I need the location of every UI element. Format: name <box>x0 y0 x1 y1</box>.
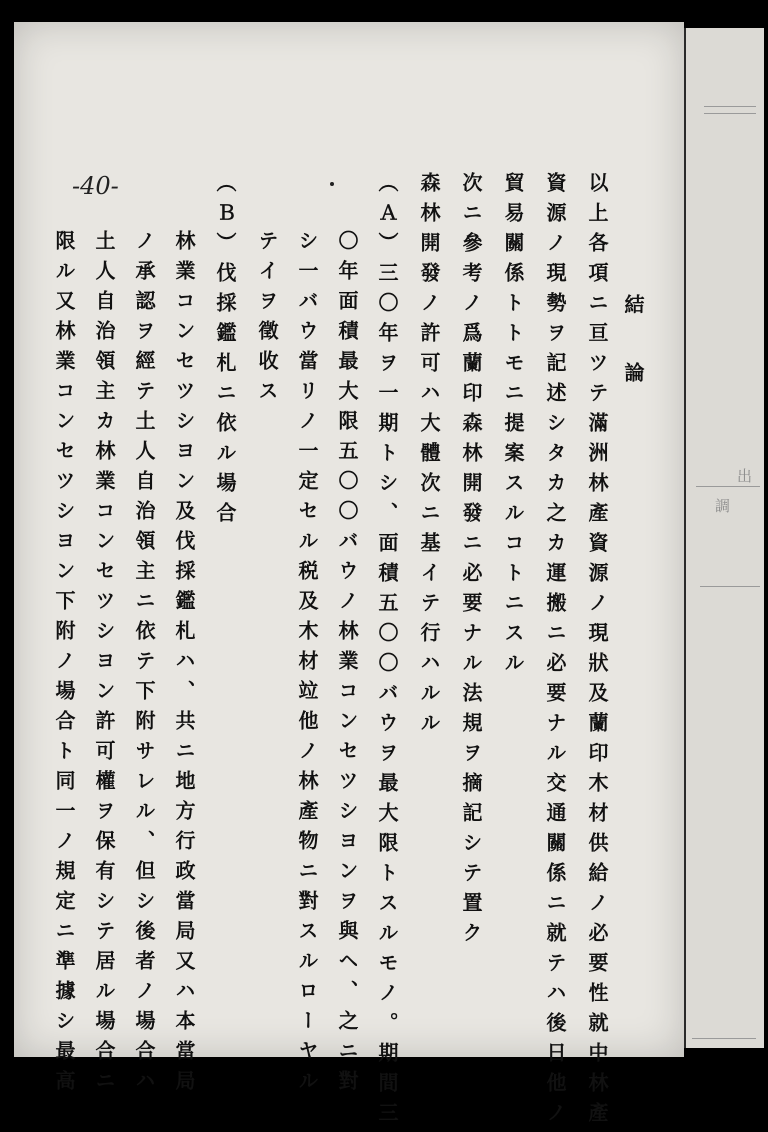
text-column-14: 限ル又林業コンセツシヨン下附ノ場合ト同一ノ規定ニ準據シ最高 <box>52 230 76 1100</box>
page-number: -40- <box>72 172 119 200</box>
strip-rule <box>704 113 756 114</box>
text-column-4: 次ニ參考ノ爲蘭印森林開發ニ必要ナル法規ヲ摘記シテ置ク <box>459 172 483 952</box>
strip-mark-2: 調 <box>713 498 731 515</box>
text-column-9: テイヲ徵收ス <box>255 230 279 410</box>
text-column-2: 資源ノ現勢ヲ記述シタカ之カ運搬ニ必要ナル交通關係ニ就テハ後日他ノ <box>543 172 567 1132</box>
text-column-13: 土人自治領主カ林業コンセツシヨン許可權ヲ保有シテ居ル場合ニ <box>92 230 116 1100</box>
text-column-1: 以上各項ニ亘ツテ滿洲林產資源ノ現狀及蘭印木材供給ノ必要性就中林產 <box>585 172 609 1132</box>
text-column-5: 森林開發ノ許可ハ大體次ニ基イテ行ハルル <box>417 172 441 742</box>
text-column-3: 貿易關係トトモニ提案スルコトニスル <box>501 172 525 682</box>
strip-rule <box>692 1038 756 1039</box>
strip-mark-1: 出 <box>735 468 753 485</box>
text-column-8: シ一バウ當リノ一定セル税及木材竝他ノ林產物ニ對スルローヤル <box>295 230 319 1100</box>
text-column-11: 林業コンセツシヨン及伐採鑑札ハ、共ニ地方行政當局又ハ本當局 <box>172 230 196 1100</box>
section-title: 結論 <box>621 294 645 430</box>
text-column-7: 〇年面積最大限五〇〇バウノ林業コンセツシヨンヲ與ヘ、之ニ對 <box>335 230 359 1100</box>
strip-rule <box>700 586 760 587</box>
text-column-12: ノ承認ヲ經テ土人自治領主ニ依テ下附サレル、但シ後者ノ場合ハ <box>132 230 156 1100</box>
strip-rule <box>704 106 756 107</box>
text-column-10: （Ｂ）伐採鑑札ニ依ル場合 <box>213 172 237 532</box>
text-column-6: （Ａ）三〇年ヲ一期トシ、面積五〇〇バウヲ最大限トスルモノ。期間三 <box>375 172 399 1132</box>
document-page <box>14 22 684 1132</box>
strip-rule <box>696 486 760 487</box>
bullet-dot <box>330 182 334 186</box>
adjacent-page-edge <box>684 28 764 1048</box>
